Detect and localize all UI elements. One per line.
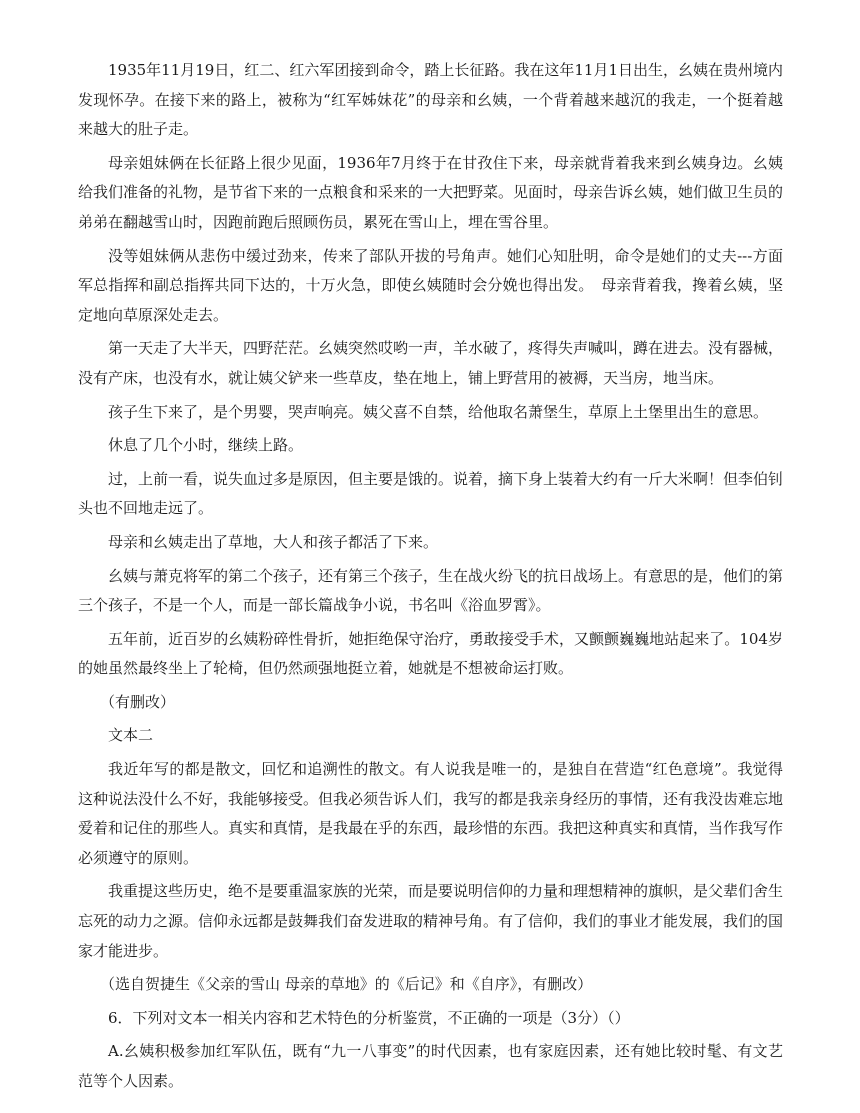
text-two-paragraph-1: 我近年写的都是散文，回忆和追溯性的散文。有人说我是唯一的，是独自在营造“红色意境”。我觉得这种说法没什么不好，我能够接受。但我必须告诉人们，我写的都是我亲身经历的事情，还有我没齿难忘地爱着和记住的那些人。真实和真情，是我最在乎的东西，最珍惜的东西。我把这种真实和真情，当作我写作必须遵守的原则。 xyxy=(78,760,784,867)
text-one-paragraph-5: 孩子生下来了，是个男婴，哭声响亮。姨父喜不自禁，给他取名萧堡生，草原上土堡里出生的意思。 xyxy=(108,402,769,421)
text-two-heading: 文本二 xyxy=(108,726,154,745)
text-one-paragraph-1: 1935年11月19日，红二、红六军团接到命令，踏上长征路。我在这年11月1日出生，幺姨在贵州境内发现怀孕。在接下来的路上，被称为“红军姊妹花”的母亲和幺姨，一个背着越来越沉的我走，一个挺着越来越大的肚子走。 xyxy=(78,61,783,139)
document-page xyxy=(78,56,783,1097)
text-one-paragraph-9: 幺姨与萧克将军的第二个孩子，还有第三个孩子，生在战火纷飞的抗日战场上。有意思的是，他们的第三个孩子，不是一个人，而是一部长篇战争小说，书名叫《浴血罗霄》。 xyxy=(78,566,784,615)
text-one-edit-note: （有删改） xyxy=(100,692,176,711)
question-6-option-a: A.幺姨积极参加红军队伍，既有“九一八事变”的时代因素，也有家庭因素，还有她比较时髦、有文艺范等个人因素。 xyxy=(78,1042,783,1090)
text-two-paragraph-2: 我重提这些历史，绝不是要重温家族的光荣，而是要说明信仰的力量和理想精神的旗帜，是父辈们舍生忘死的动力之源。信仰永远都是鼓舞我们奋发进取的精神号角。有了信仰，我们的事业才能发展，我们的国家才能进步。 xyxy=(78,882,784,960)
text-one-paragraph-8: 母亲和幺姨走出了草地，大人和孩子都活了下来。 xyxy=(108,532,439,551)
text-one-paragraph-3: 没等姐妹俩从悲伤中缓过劲来，传来了部队开拔的号角声。她们心知肚明，命令是她们的丈夫---方面军总指挥和副总指挥共同下达的，十万火急，即使幺姨随时会分娩也得出发。 母亲背着我，搀着幺姨，坚定地向草原深处走去。 xyxy=(78,246,783,324)
text-one-paragraph-4: 第一天走了大半天，四野茫茫。幺姨突然哎哟一声，羊水破了，疼得失声喊叫，蹲在进去。没有器械，没有产床，也没有水，就让姨父铲来一些草皮，垫在地上，铺上野营用的被褥，天当房，地当床。 xyxy=(78,339,784,387)
text-one-paragraph-10: 五年前，近百岁的幺姨粉碎性骨折，她拒绝保守治疗，勇敢接受手术，又颤颤巍巍地站起来了。104岁的她虽然最终坐上了轮椅，但仍然顽强地挺立着，她就是不想被命运打败。 xyxy=(78,629,783,678)
text-one-paragraph-2: 母亲姐妹俩在长征路上很少见面，1936年7月终于在甘孜住下来，母亲就背着我来到幺姨身边。幺姨给我们准备的礼物，是节省下来的一点粮食和采来的一大把野菜。见面时，母亲告诉幺姨，她们做卫生员的弟弟在翻越雪山时，因跑前跑后照顾伤员，累死在雪山上，埋在雪谷里。 xyxy=(78,153,784,231)
text-one-paragraph-7: 过，上前一看，说失血过多是原因，但主要是饿的。说着，摘下身上装着大约有一斤大米啊！但李伯钊头也不回地走远了。 xyxy=(78,469,784,518)
text-two-source: （选自贺捷生《父亲的雪山 母亲的草地》的《后记》和《自序》，有删改） xyxy=(100,975,593,994)
question-6-stem: 6．下列对文本一相关内容和艺术特色的分析鉴赏，不正确的一项是（3分）（） xyxy=(108,1008,630,1027)
text-one-paragraph-6: 休息了几个小时，继续上路。 xyxy=(108,436,304,455)
